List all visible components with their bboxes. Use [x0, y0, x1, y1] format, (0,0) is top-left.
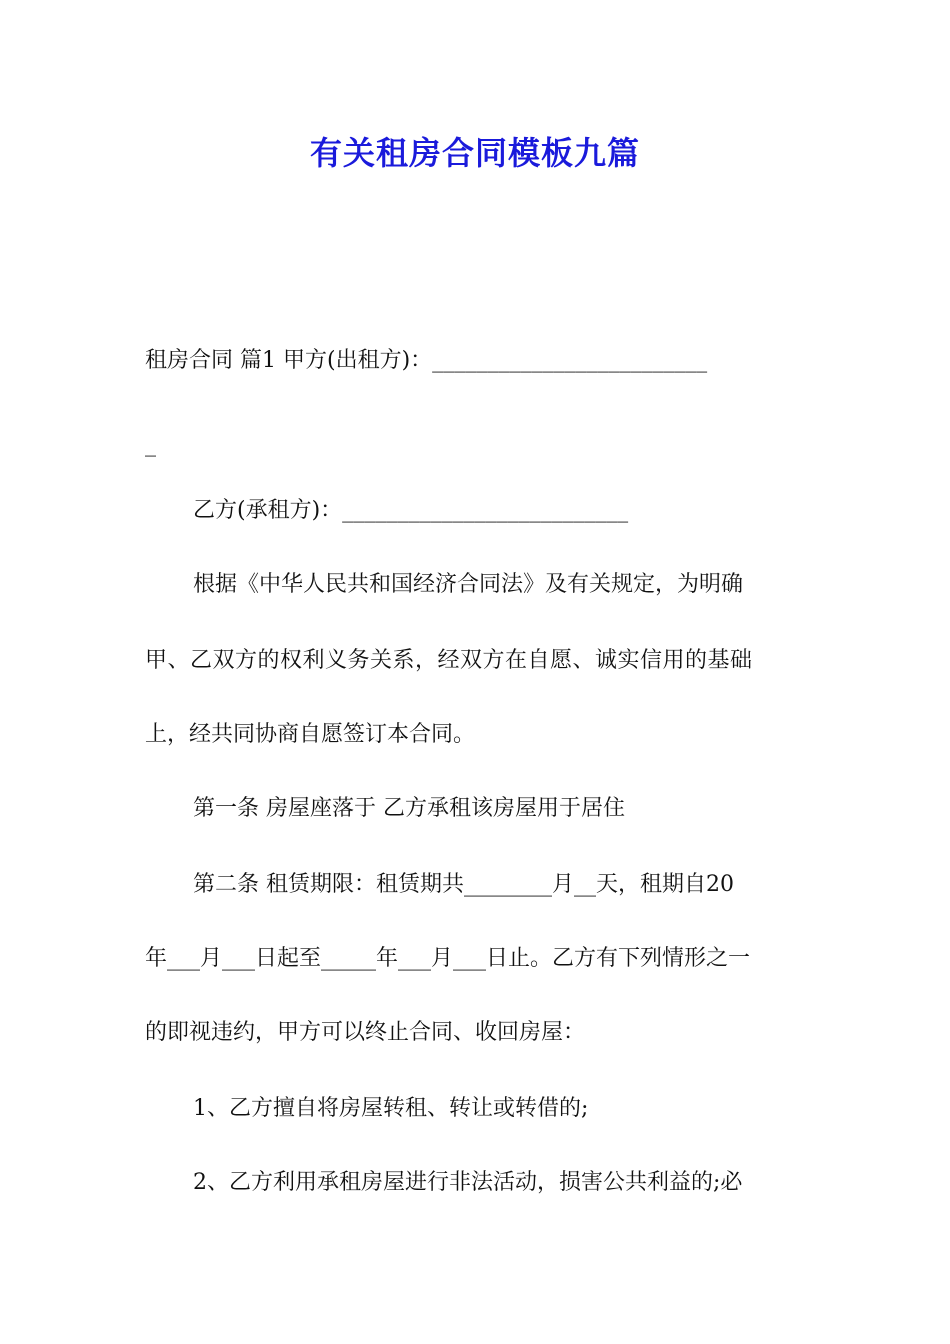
- text-line: 第二条 租赁期限：租赁期共________月__天，租期自20: [193, 872, 734, 897]
- text-line: 年___月___日起至_____年___月___日止。乙方有下列情形之一: [145, 946, 751, 971]
- text-line: 租房合同 篇1 甲方(出租方)：_________________________: [145, 348, 708, 373]
- text-line: 1、乙方擅自将房屋转租、转让或转借的;: [193, 1096, 589, 1121]
- text-line: 乙方(承租方)：__________________________: [193, 498, 629, 523]
- text-line: 甲、乙双方的权利义务关系，经双方在自愿、诚实信用的基础: [145, 648, 753, 673]
- document-title: 有关租房合同模板九篇: [309, 134, 640, 172]
- text-line: 的即视违约，甲方可以终止合同、收回房屋：: [145, 1020, 586, 1045]
- text-line: 根据《中华人民共和国经济合同法》及有关规定，为明确: [193, 572, 744, 597]
- text-line: 2、乙方利用承租房屋进行非法活动，损害公共利益的;必: [193, 1170, 743, 1195]
- text-line: 上，经共同协商自愿签订本合同。: [145, 722, 476, 747]
- text-line: 第一条 房屋座落于 乙方承租该房屋用于居住: [193, 796, 625, 821]
- text-line: _: [145, 432, 156, 457]
